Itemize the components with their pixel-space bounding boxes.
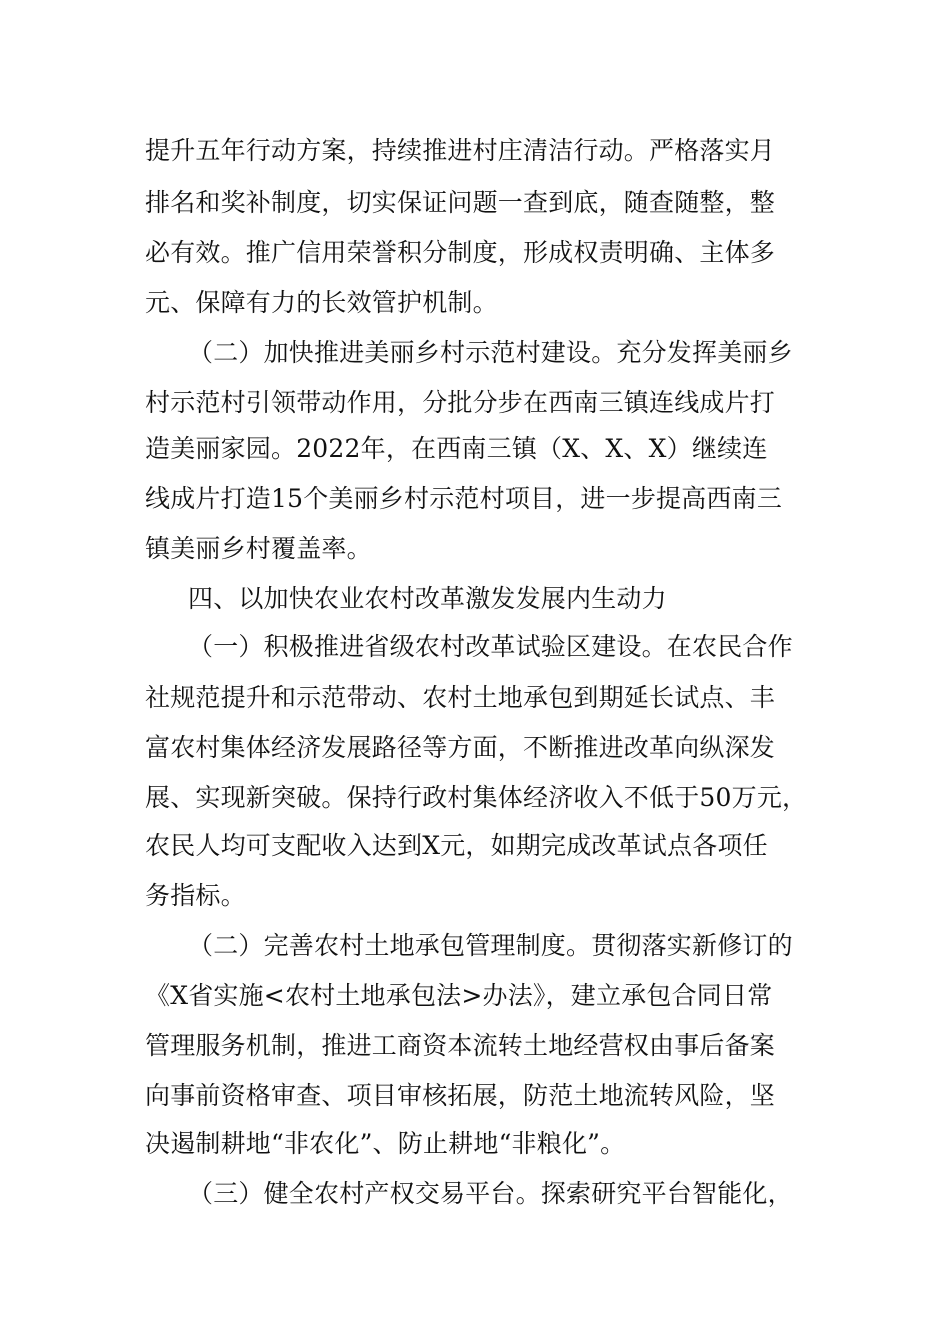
paragraph-line: 线成片打造15个美丽乡村示范村项目，进一步提高西南三 xyxy=(145,484,783,513)
paragraph-line: 《X省实施<农村土地承包法>办法》，建立承包合同日常 xyxy=(145,981,773,1010)
paragraph-line: 务指标。 xyxy=(145,881,246,910)
paragraph-line: 造美丽家园。2022年，在西南三镇（X、X、X）继续连 xyxy=(145,434,768,463)
paragraph-line: 社规范提升和示范带动、农村土地承包到期延长试点、丰 xyxy=(145,683,776,712)
paragraph-line: 农民人均可支配收入达到X元，如期完成改革试点各项任 xyxy=(145,831,768,860)
paragraph-line: 决遏制耕地“非农化”、防止耕地“非粮化”。 xyxy=(145,1129,626,1158)
paragraph-line: （二）加快推进美丽乡村示范村建设。充分发挥美丽乡 xyxy=(188,338,793,367)
paragraph-line: 提升五年行动方案，持续推进村庄清洁行动。严格落实月 xyxy=(145,136,776,165)
paragraph-line: 村示范村引领带动作用，分批分步在西南三镇连线成片打 xyxy=(145,388,776,417)
paragraph-line: 排名和奖补制度，切实保证问题一查到底，随查随整，整 xyxy=(145,188,776,217)
paragraph-line: （一）积极推进省级农村改革试验区建设。在农民合作 xyxy=(188,632,793,661)
paragraph-line: 必有效。推广信用荣誉积分制度，形成权责明确、主体多 xyxy=(145,238,776,267)
paragraph-line: （二）完善农村土地承包管理制度。贯彻落实新修订的 xyxy=(188,931,793,960)
paragraph-line: 镇美丽乡村覆盖率。 xyxy=(145,534,372,563)
paragraph-line: 向事前资格审查、项目审核拓展，防范土地流转风险，坚 xyxy=(145,1081,776,1110)
section-heading: 四、以加快农业农村改革激发发展内生动力 xyxy=(188,584,667,613)
paragraph-line: 富农村集体经济发展路径等方面，不断推进改革向纵深发 xyxy=(145,733,776,762)
paragraph-line: 展、实现新突破。保持行政村集体经济收入不低于50万元， xyxy=(145,783,808,812)
paragraph-line: 元、保障有力的长效管护机制。 xyxy=(145,288,498,317)
paragraph-line: （三）健全农村产权交易平台。探索研究平台智能化， xyxy=(188,1179,793,1208)
paragraph-line: 管理服务机制，推进工商资本流转土地经营权由事后备案 xyxy=(145,1031,776,1060)
